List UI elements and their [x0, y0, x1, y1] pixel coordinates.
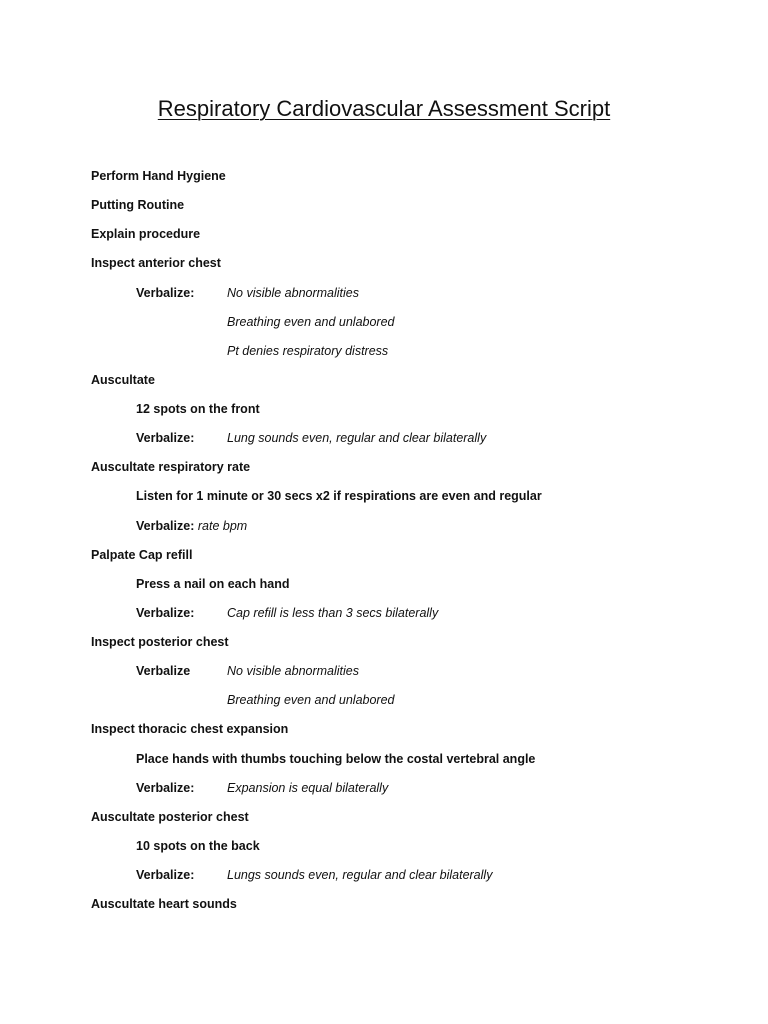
step-inspect-anterior-chest — [0, 253, 768, 273]
step-heading: Auscultate — [91, 373, 155, 387]
verbalize-text: Lung sounds even, regular and clear bilaterally — [227, 431, 487, 445]
verbalize-text: Breathing even and unlabored — [227, 315, 395, 329]
step-detail — [0, 574, 768, 594]
step-auscultate-respiratory-rate — [0, 457, 768, 477]
step-heading: Palpate Cap refill — [91, 548, 193, 562]
verbalize-text: No visible abnormalities — [227, 286, 360, 300]
step-detail-text: Place hands with thumbs touching below the costal vertebral angle — [136, 752, 536, 766]
step-heading: Inspect thoracic chest expansion — [91, 722, 289, 736]
verbalize-row — [0, 341, 768, 361]
step-inspect-thoracic-chest-expansion — [0, 719, 768, 739]
step-putting-routine — [0, 195, 768, 215]
verbalize-label: Verbalize: — [136, 431, 195, 445]
verbalize-row — [0, 778, 768, 798]
verbalize-inline-text: rate bpm — [197, 519, 248, 533]
verbalize-text: Cap refill is less than 3 secs bilaterally — [227, 606, 439, 620]
verbalize-text: Breathing even and unlabored — [227, 693, 395, 707]
step-heading: Inspect posterior chest — [91, 635, 229, 649]
verbalize-label: Verbalize — [136, 664, 191, 678]
verbalize-row — [0, 312, 768, 332]
step-auscultate-heart-sounds — [0, 894, 768, 914]
step-detail-text: Listen for 1 minute or 30 secs x2 if respirations are even and regular — [136, 489, 542, 503]
verbalize-row — [0, 603, 768, 623]
step-palpate-cap-refill — [0, 545, 768, 565]
verbalize-row — [0, 283, 768, 303]
step-detail-text: 10 spots on the back — [136, 839, 260, 853]
step-detail — [0, 399, 768, 419]
verbalize-label: Verbalize: — [136, 286, 195, 300]
verbalize-label — [136, 516, 247, 536]
verbalize-label: Verbalize: — [136, 868, 195, 882]
step-heading: Perform Hand Hygiene — [91, 169, 226, 183]
step-heading: Inspect anterior chest — [91, 256, 221, 270]
step-detail — [0, 836, 768, 856]
verbalize-row — [0, 690, 768, 710]
verbalize-text: No visible abnormalities — [227, 664, 360, 678]
step-detail-text: Press a nail on each hand — [136, 577, 290, 591]
step-inspect-posterior-chest — [0, 632, 768, 652]
verbalize-text: Lungs sounds even, regular and clear bilaterally — [227, 868, 493, 882]
verbalize-label: Verbalize: — [136, 606, 195, 620]
step-hand-hygiene — [0, 166, 768, 186]
verbalize-label-text: Verbalize: — [136, 519, 195, 533]
step-heading: Auscultate respiratory rate — [91, 460, 251, 474]
step-detail-text: 12 spots on the front — [136, 402, 260, 416]
verbalize-row — [0, 428, 768, 448]
verbalize-text: Expansion is equal bilaterally — [227, 781, 389, 795]
step-heading: Putting Routine — [91, 198, 185, 212]
step-heading: Auscultate heart sounds — [91, 897, 237, 911]
step-auscultate-posterior-chest — [0, 807, 768, 827]
verbalize-row — [0, 661, 768, 681]
step-heading: Auscultate posterior chest — [91, 810, 249, 824]
verbalize-row — [0, 516, 768, 536]
step-detail — [0, 486, 768, 506]
document-title: Respiratory Cardiovascular Assessment Script — [157, 96, 611, 121]
verbalize-label: Verbalize: — [136, 781, 195, 795]
verbalize-row — [0, 865, 768, 885]
verbalize-text: Pt denies respiratory distress — [227, 344, 389, 358]
step-auscultate — [0, 370, 768, 390]
step-detail — [0, 749, 768, 769]
step-explain-procedure — [0, 224, 768, 244]
step-heading: Explain procedure — [91, 227, 201, 241]
